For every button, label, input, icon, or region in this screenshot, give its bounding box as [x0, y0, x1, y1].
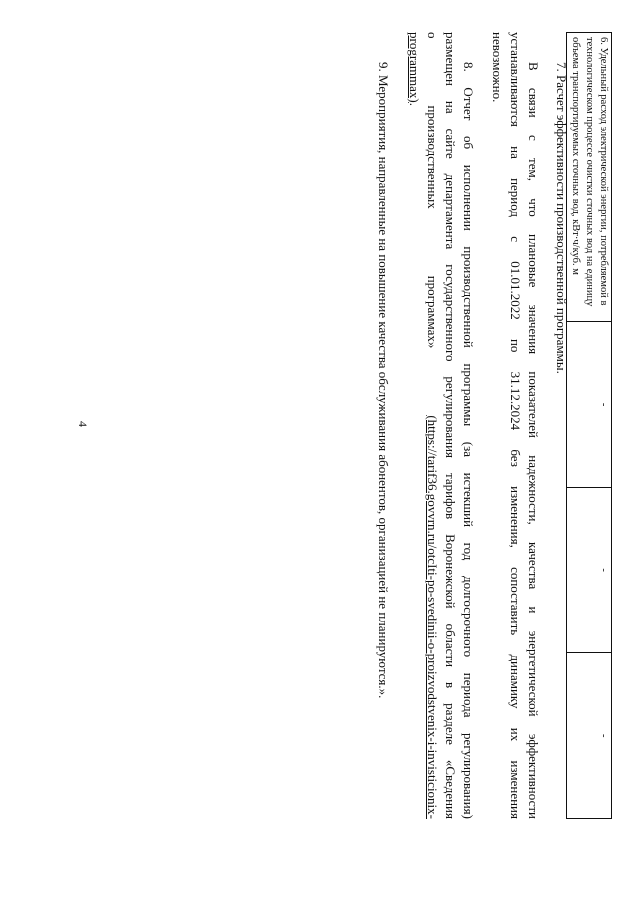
section-8-line-3	[423, 32, 441, 819]
indicator-label: 6. Удельный расход электрической энергии, потребляемой в технологическом процессе очистки сточных вод на единицу объема транспортируемых сточных вод, кВт·ч/куб. м	[567, 33, 612, 322]
section-8-word-production: производственных	[425, 105, 440, 209]
section-8-line-4	[405, 32, 423, 819]
section-8-link-part-1[interactable]: (https://tarif36.govvrn.ru/otcIti-po-svedinii-o-proizvodstvenix-i-invisticionix-	[425, 415, 440, 819]
section-7-line-2: устанавливаются на период с 01.01.2022 по 31.12.2024 без изменения, сопоставить динамику их изменения	[508, 32, 523, 819]
indicator-table	[566, 32, 612, 819]
page-number: 4	[76, 421, 90, 427]
section-8-line-2: размещен на сайте департамента государственного регулирования тарифов Воронежской области в разделе «Сведения	[443, 32, 458, 819]
section-8-link-part-2[interactable]: programmax)	[407, 32, 422, 103]
section-8-line-1: 8. Отчет об исполнении производственной программы (за истекший год долгосрочного периода регулирования)	[461, 62, 476, 819]
section-9: 9. Мероприятия, направленные на повышение качества обслуживания абонентов, организацией не планируются.».	[376, 62, 391, 699]
section-7-line-3: невозможно.	[490, 32, 505, 103]
section-7-title: 7. Расчет эффективности производственной программы.	[554, 62, 569, 374]
section-7-body	[488, 32, 542, 819]
section-7-line-1: В связи с тем, что плановые значения показателей надежности, качества и энергетической эффективности	[526, 62, 541, 819]
section-8-body	[405, 32, 477, 819]
section-8-tail: .	[407, 102, 422, 107]
indicator-value-2: -	[567, 487, 612, 653]
rotated-content	[72, 32, 612, 872]
section-8-word-programs: программах»	[425, 275, 440, 349]
indicator-value-3: -	[567, 653, 612, 819]
table-row	[567, 33, 612, 819]
section-8-word-o: о	[425, 32, 440, 39]
indicator-value-1: -	[567, 322, 612, 488]
